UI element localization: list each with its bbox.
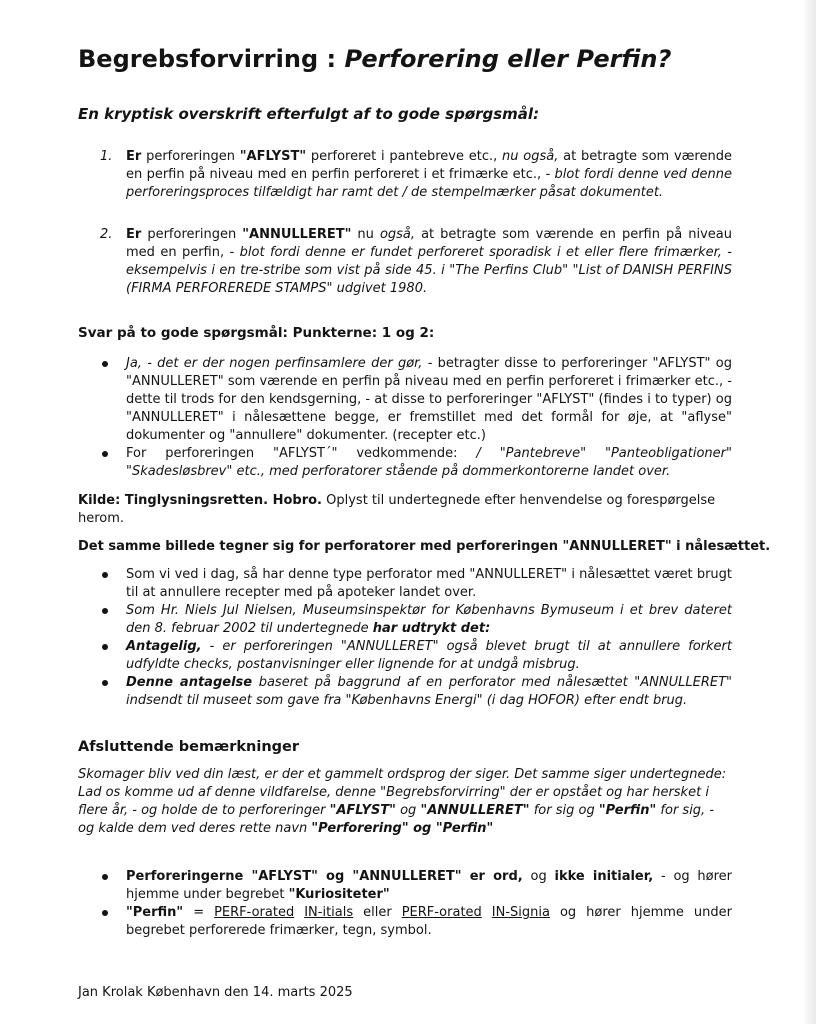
list-item (100, 566, 732, 602)
bullet-text: = (183, 905, 215, 920)
closing-emphasis: "Perforering" og "Perfin" (311, 821, 494, 836)
question-text-part: "ANNULLERET" (242, 227, 352, 242)
list-item (100, 638, 732, 674)
question-text-part: nu også, (502, 149, 559, 164)
question-text (126, 148, 732, 202)
question-text-part: at betragte som værende en perfin på niveau med en perfin perforeret i et frimærke etc., (126, 149, 732, 182)
source-line (78, 492, 728, 528)
answers-heading: Svar på to gode spørgsmål: Punkterne: 1 og 2: (78, 325, 435, 341)
underlined-term: PERF-orated (214, 905, 295, 920)
answer-lead: For perforeringen "AFLYST´" vedkommende: (126, 446, 477, 461)
underlined-term: IN-Signia (491, 905, 550, 920)
closing-emphasis: "AFLYST" (329, 803, 396, 818)
closing-emphasis: "Perfin" (598, 803, 657, 818)
bullet-text: baseret på baggrund af en perforator med nålesættet "ANNULLERET" indsendt til museet som gave fra "Københavns Energi" (i dag HOFOR) efter endt brug. (126, 675, 733, 708)
question-text-part: nu (351, 227, 380, 242)
final-list (100, 868, 732, 940)
bullet-emphasis: Antagelig, (126, 639, 202, 654)
bullet-emphasis: "Perfin" (126, 905, 184, 920)
title-italic: Perforering eller Perfin? (344, 45, 672, 73)
question-text-part: også, (379, 227, 416, 242)
picture-list (100, 566, 732, 710)
bullet-icon (102, 608, 108, 614)
list-item (100, 904, 732, 940)
question-text-part: Er (126, 227, 142, 242)
bullet-emphasis: ikke initialer, (554, 869, 654, 884)
source-text: Oplyst til undertegnede efter henvendelse og forespørgelse herom. (78, 493, 716, 526)
answer-text: / "Pantebreve" "Panteobligationer" "Skadesløsbrev" etc., med perforatorer stående på dommerkontorerne landet over. (126, 446, 732, 479)
bullet-emphasis: "Kuriositeter" (288, 887, 390, 902)
question-text-part: "AFLYST" (239, 149, 307, 164)
question-text-part: - blot fordi denne er fundet perforeret sporadisk i et eller flere frimærker, - eksempelvis i en tre-stribe som vist på side 45. i "The Perfins Club" "List of DANISH PERFINS (FIRMA PERFOREREDE STAMPS" udgivet 1980. (126, 245, 732, 296)
bullet-text: og hører hjemme under begrebet perforerede frimærker, tegn, symbol. (126, 905, 732, 938)
closing-paragraph (78, 766, 728, 838)
underlined-term: PERF-orated (401, 905, 482, 920)
answers-list (100, 355, 732, 481)
bullet-icon (102, 874, 108, 880)
bullet-icon (102, 910, 108, 916)
closing-heading: Afsluttende bemærkninger (78, 739, 300, 755)
question-text-part: - blot fordi denne ved denne perforeringsproces tilfældigt har ramt det / de stempelmærker påsat dokumentet. (126, 167, 732, 200)
question-text-part: Er (126, 149, 142, 164)
bullet-text: og (522, 869, 555, 884)
document-subtitle: En kryptisk overskrift efterfulgt af to gode spørgsmål: (78, 105, 540, 123)
question-text-part: perforeringen (141, 227, 243, 242)
bullet-icon (102, 572, 108, 578)
question-text (126, 226, 732, 298)
bullet-text (294, 905, 304, 920)
bullet-icon (102, 644, 108, 650)
bullet-text (482, 905, 492, 920)
underlined-term: IN-itials (304, 905, 354, 920)
closing-text: Skomager bliv ved din læst, er der et gammelt ordsprog der siger. Det samme siger undertegnede: Lad os komme ud af denne vildfarelse, denne "Begrebsforvirring" der er opstået og har hersket i flere år, - og holde de to perforeringer (78, 767, 727, 818)
list-item (100, 355, 732, 445)
bullet-text: Som vi ved i dag, så har denne type perforator med "ANNULLERET" i nålesættet været brugt til at annullere recepter med på apoteker landet over. (126, 567, 732, 600)
closing-emphasis: "ANNULLERET" (420, 803, 530, 818)
answer-lead: Ja, - det er der nogen perfinsamlere der gør, - (126, 356, 433, 371)
bullet-text: eller (353, 905, 402, 920)
list-item (100, 674, 732, 710)
list-item (100, 445, 732, 481)
bullet-icon (102, 451, 108, 457)
list-item (100, 602, 732, 638)
question-number: 1. (100, 149, 113, 164)
document-title (78, 44, 671, 74)
question-text-part: perforeret i pantebreve etc., (306, 149, 503, 164)
bullet-icon (102, 680, 108, 686)
bullet-text: Som Hr. Niels Jul Nielsen, Museumsinspektør for Københavns Bymuseum i et brev dateret den 8. februar 2002 til undertegnede (126, 603, 732, 636)
footer-signature: Jan Krolak København den 14. marts 2025 (78, 985, 353, 1000)
bullet-icon (102, 361, 108, 367)
question-number: 2. (100, 227, 113, 242)
bullet-text: - og hører hjemme under begrebet (126, 869, 733, 902)
bullet-emphasis: Denne antagelse (126, 675, 253, 690)
title-normal: Begrebsforvirring : (78, 45, 345, 73)
closing-text: og (395, 803, 421, 818)
closing-text: for sig, - og kalde dem ved deres rette navn (78, 803, 715, 836)
closing-text: for sig og (529, 803, 599, 818)
list-item (100, 868, 732, 904)
question-text-part: at betragte som værende en perfin på niveau med en perfin, (126, 227, 733, 260)
bullet-emphasis: Perforeringerne "AFLYST" og "ANNULLERET" er ord, (126, 869, 523, 884)
picture-heading: Det samme billede tegner sig for perforatorer med perforeringen "ANNULLERET" i nålesættet. (78, 539, 771, 554)
question-text-part: perforeringen (141, 149, 240, 164)
answer-text: betragter disse to perforeringer "AFLYST" og "ANNULLERET" som værende en perfin på niveau med en perfin perforeret i frimærker etc., - dette til trods for den kendsgerning, - at disse to perforeringer "AFLYST" (findes i to typer) og "ANNULLERET" i nålesættene begge, er fremstillet med det formål for øje, at "aflyse" dokumenter og "annullere" dokumenter. (recepter etc.) (126, 356, 732, 443)
source-label: Kilde: Tinglysningsretten. Hobro. (78, 493, 322, 508)
bullet-emphasis: har udtrykt det: (372, 621, 491, 636)
bullet-text: - er perforeringen "ANNULLERET" også blevet brugt til at annullere forkert udfyldte checks, postanvisninger eller lignende for at undgå misbrug. (126, 639, 732, 672)
